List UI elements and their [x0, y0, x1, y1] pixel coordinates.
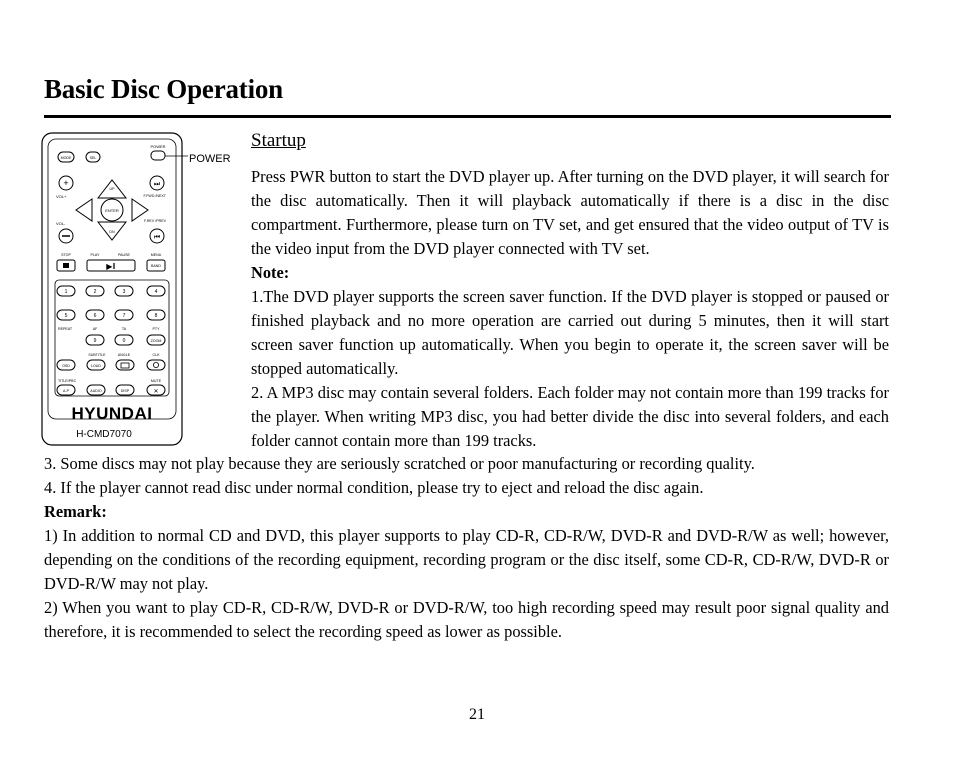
- power-callout: POWER: [189, 153, 231, 165]
- digit-label: 8: [154, 313, 158, 319]
- digit-label: 7: [122, 313, 126, 319]
- remote-control-illustration: [40, 132, 240, 447]
- remark-item-2: 2) When you want to play CD-R, CD-R/W, DVD-R or DVD-R/W, too high recording speed may result poor signal quality and therefore, it is recommended to select the recording speed as lower as possible.: [44, 598, 889, 641]
- digit-label: 9: [93, 338, 97, 344]
- digit-label: 2: [93, 289, 97, 295]
- next-icon: ⏭: [153, 181, 161, 188]
- brand-logo: HYUNDAI: [71, 404, 153, 423]
- menu-label: MENU: [150, 253, 162, 257]
- intro-paragraph: Press PWR button to start the DVD player up. After turning on the DVD player, it will search for the disc automatically. Then it will playback automatically if there is a disc in the disc compartment. Furthermore, please turn on TV set, and get ensured that the video output of TV is the video input from the DVD player connected with TV set.: [251, 167, 889, 258]
- remark-label: Remark:: [44, 502, 107, 521]
- remote-svg: [40, 132, 240, 447]
- note-item-3: 3. Some discs may not play because they are seriously scratched or poor manufacturing or recording quality.: [44, 454, 755, 473]
- af-label: AF: [92, 327, 98, 331]
- zoom-label: ZOOM: [150, 339, 162, 343]
- audio-label: AUDIO: [90, 389, 102, 393]
- mode-label: MODE: [60, 156, 72, 160]
- note-item-4: 4. If the player cannot read disc under normal condition, please try to eject and reload the disc again.: [44, 478, 704, 497]
- loud-label: LOUD: [91, 364, 101, 368]
- enter-label: ENTER: [105, 208, 119, 213]
- prev-icon: ⏮: [153, 234, 161, 241]
- stop-icon: [63, 263, 69, 268]
- play-label: PLAY: [90, 253, 100, 257]
- ff-label: F.FWD /NEXT: [143, 194, 166, 198]
- ap-label: A-P: [63, 389, 69, 393]
- title-rule: [44, 115, 891, 118]
- note-item-1: 1.The DVD player supports the screen saver function. If the DVD player is stopped or paused or finished playback and no more operation are carried out during 5 minutes, then it will start screen saver function up automatically. When you begin to operate it, the screen saver will be stopped automatically.: [251, 287, 889, 378]
- startup-text-column: [251, 165, 889, 453]
- digit-label: 6: [93, 313, 97, 319]
- digit-label: 3: [122, 289, 126, 295]
- digit-label: 1: [64, 289, 68, 295]
- section-heading: Startup: [251, 130, 306, 151]
- digit-label: 5: [64, 313, 68, 319]
- vol-down-label: VOL-: [56, 221, 66, 226]
- stop-label: STOP: [61, 253, 71, 257]
- plus-icon: +: [63, 178, 69, 188]
- up-label: UP: [109, 187, 115, 191]
- page-title: Basic Disc Operation: [44, 74, 283, 104]
- ta-label: TA: [121, 327, 127, 331]
- mute-icon: ✕: [153, 389, 159, 395]
- mute-label: MUTE: [150, 379, 162, 383]
- note-label: Note:: [251, 263, 290, 282]
- disp-label: DISP: [120, 389, 130, 393]
- band-label: BAND: [151, 264, 161, 268]
- remark-item-1: 1) In addition to normal CD and DVD, this player supports to play CD-R, CD-R/W, DVD-R and DVD-R/W as well; however, depending on the conditions of the recording equipment, recording program or the disc itself, some CD-R, CD-R/W, DVD-R or DVD-R/W may not play.: [44, 526, 889, 593]
- frev-label: F.REV /PREV: [144, 219, 166, 223]
- subtitle-label: SUBTITLE: [88, 353, 106, 357]
- digit-label: 4: [154, 289, 158, 295]
- page-number: 21: [469, 706, 485, 723]
- power-label: POWER: [150, 144, 166, 149]
- pty-label: PTY: [152, 327, 160, 331]
- title-prog-label: TITLE/PBC: [58, 379, 77, 383]
- repeat-label: REPEAT: [58, 327, 73, 331]
- full-width-text: [44, 452, 889, 644]
- digit-label: 0: [122, 338, 126, 344]
- sel-label: SEL: [89, 156, 97, 160]
- note-item-2: 2. A MP3 disc may contain several folders. Each folder may not contain more than 199 tracks for the player. When writing MP3 disc, you had better divide the disc into several folders, and each folder cannot contain more than 199 tracks.: [251, 383, 889, 450]
- vol-up-label: VOL+: [56, 194, 67, 199]
- model-label: H-CMD7070: [76, 429, 132, 440]
- down-label: DN: [109, 230, 115, 234]
- pause-label: PAUSE: [118, 253, 130, 257]
- play-pause-icon: ▶‖: [106, 262, 116, 271]
- osd-label: OSD: [62, 364, 70, 368]
- clk-label: CLK: [152, 353, 160, 357]
- angle-label: ANGLE: [117, 353, 131, 357]
